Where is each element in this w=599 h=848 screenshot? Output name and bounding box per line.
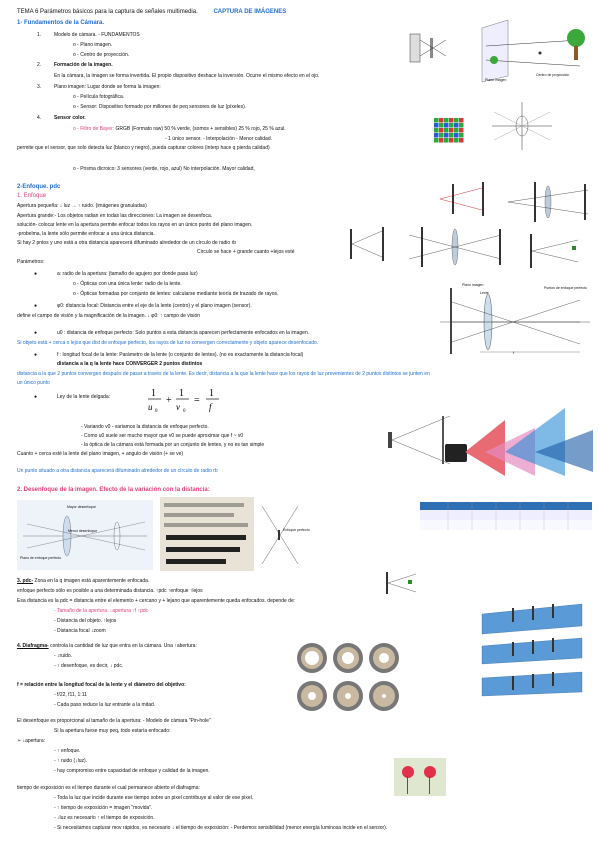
label-centro: Centro de proyección [536,73,570,77]
svg-text:0: 0 [155,409,158,414]
light-cones-figure [445,400,593,476]
exposure-1: - Toda la luz que incide durante ese tiempo sobre un pixel contribuye al valor de ese pixel. [54,795,254,801]
pinhole-svg [408,28,448,68]
bullet-2: ● [34,303,38,309]
item-3-a: o - Película fotográfica. [73,94,125,100]
bayer-cell [444,123,449,128]
sensor-svg [482,98,560,153]
apertura-3: - hay compromiso entre capacidad de enfoque y calidad de la imagen. [54,768,210,774]
svg-text:0: 0 [183,409,186,414]
bayer-cell [454,133,459,138]
bayer-cell [459,118,464,123]
aperture-hole [382,694,386,698]
diafragma-a2: - ↑ desenfoque, es decir, ↓ pdc. [54,663,124,669]
flower-photo-1 [394,758,446,796]
item-4-num: 4. [37,115,42,121]
params-label: Parámetros: [17,259,45,265]
section-2-sub: 1. Enfoque [17,193,47,199]
title-text: TEMA 6 Parámetros básicos para la captura de señales multimedia. [17,9,198,15]
s2-l1: Apertura pequeña: ↓ luz → ↑ ruido. (imágenes granuladas) [17,203,147,209]
param-phi0: φ0: distancia focal: Distancia entre el eje de la lente (centro) y el plano imagen (sensor). [57,303,252,309]
label-f: f [513,350,515,355]
section-2-heading: 2-Enfoque. pdc [17,184,61,190]
param-f-c: distancia a la que 2 puntos convergen después de pasar a través de la lente. Es decir, distancia a la que la lente hace que los rayos de luz provenientes de 2 puntos distintos se junten en [17,371,430,377]
param-f: f : longitud focal de la lente: Parámetro de la lente (o conjunto de lentes). (no es exactamente la distancia focal) [57,352,304,358]
bayer-cell [449,138,454,143]
item-2-text: En la cámara, la imagen se forma invertida. El propio dispositivo deshace la inversión. Ocurre el mismo efecto en el ojo. [54,73,320,79]
equation-svg [147,386,227,414]
label-enfoque-perfecto: Enfoque perfecto [283,528,310,532]
projection-svg [480,16,590,86]
item-3-label: Plano imagen: Lugar donde se forma la imagen: [54,84,161,90]
param-f-b: distancia a la q la lente hace CONVERGER 2 puntos distintos [57,361,203,367]
focus-fig-2 [504,180,592,225]
diafragma-heading-line [17,643,197,649]
sensor-figure [482,98,560,153]
param-a-1: o - Ópticas con una única lente: radio de la lente. [73,281,182,287]
bayer-cell [444,118,449,123]
section-3-heading: 2. Desenfoque de la imagen. Efecto de la variación con la distancia: [17,487,210,493]
svg-text:1: 1 [209,388,214,399]
focus-fig-2-svg [504,180,592,225]
focus-fig-4 [405,225,505,270]
page-title [17,9,286,16]
bayer-cell [439,118,444,123]
bayer-cell [439,123,444,128]
item-1-label: Modelo de cámara. - FUNDAMENTOS [54,32,140,38]
exposure-4: - Si necesitamos capturar mov rápidos, es necesario ↓ el tiempo de exposición: - Perdemos sensibilidad (menor energía luminosa incide en el sensor). [54,825,388,831]
lens-ray-figure [440,282,592,362]
label-lente: Lente [480,291,489,295]
bayer-cell [449,118,454,123]
s2-l6: Circulo se hace + grande cuanto +lejos esté [197,249,295,255]
f-ratio-2: - Cada paso reduce la luz entrante a la mitad. [54,702,156,708]
label-plano-enfoque: Plano de enfoque perfecto [20,556,62,560]
focus-fig-3 [340,225,395,263]
svg-text:1: 1 [179,388,184,399]
item-4-b: o - Prisma dicroico: 3 sensores (verde, rojo, azul) No interpolación. Mayor calidad, [73,166,255,172]
param-f-d: un único punto [17,380,50,386]
aperture-rings-svg [294,640,406,716]
bayer-cell [434,118,439,123]
aperture-hole [308,692,316,700]
pdc-l1: enfoque perfecto sólo es posible a una determinada distancia. ↑pdc ↑enfoque ↑lejos [17,588,203,594]
v1: - Variando v0 - variamos la distancia de enfoque perfecto. [81,424,209,430]
svg-text:1: 1 [151,388,156,399]
pdc-heading-rest: Zona en la q imagen está aparentemente enfocada. [34,578,150,584]
svg-text:v: v [176,402,180,412]
bayer-cell [439,128,444,133]
aperture-rings [294,640,406,716]
bayer-cell [454,118,459,123]
focus-fig-5 [520,232,582,270]
label-plano-imagen-2: Plano imagen [462,283,484,287]
item-3-num: 3. [37,84,42,90]
section-1-heading: 1- Fundamentos de la Cámara. [17,20,105,26]
diafragma-a1: - ↓ruido. [54,653,73,659]
svg-text:u: u [148,402,153,412]
aperture-hole [345,693,351,699]
item-4-a-mid: - 1 único sensor. - Interpolación - Menor calidad. [165,136,272,142]
focus-fig-5-svg [520,232,582,270]
pdc-l2: Esa distancia es la pdc = distancia entre el elemento + cercano y + lejano que aparentemente queda enfocados. depende de: [17,598,296,604]
item-3-b: o - Sensor: Dispositivo formado por millones de peq sensores de luz (píxeles). [73,104,247,110]
camera-rays-figure [378,410,453,470]
bayer-cell [434,128,439,133]
dof-svg [472,600,592,700]
pinhole-line-2: Si la apertura fuese muy peq, todo estaría enfocado: [54,728,171,734]
svg-text:+: + [166,395,172,406]
label-mayor-desenfoque: Mayor desenfoque [67,505,96,509]
bayer-cell [449,128,454,133]
bayer-cell [449,123,454,128]
bayer-cell [444,133,449,138]
exposure-3: - ↓luz es necesario ↑ el tiempo de exposición. [54,815,155,821]
param-u0: u0 : distancia de enfoque perfecto: Solo puntos a esta distancia aparecen perfectamente enfocados en la imagen. [57,330,310,336]
pdc-small-svg [378,568,420,598]
lens-ray-svg [440,282,592,362]
bayer-cell [434,138,439,143]
exposure-2: - ↑ tiempo de exposición = imagen "movida". [54,805,153,811]
v5: Un punto situado a otra distancia aparecerá difuminado alrededor de un círculo de radio rb [17,468,218,474]
bayer-svg [432,116,466,146]
focus-plane-diagram [258,500,312,570]
bayer-cell [444,128,449,133]
pinhole-line: El desenfoque es proporcional al tamaño de la apertura: - Modelo de cámara "Pin-hole" [17,718,211,724]
light-cones-svg [445,400,593,476]
v2: - Como u0 suele ser mucho mayor que v0 se puede aproximar que f ~ v0 [81,433,244,439]
aperture-table [420,502,592,530]
bayer-grid [432,116,466,146]
bullet-3: ● [34,330,38,336]
dof-diagrams [472,600,592,700]
bayer-cell [439,133,444,138]
pdc-heading-line [17,578,149,584]
bullet-5: ● [34,394,38,400]
focus-fig-1 [438,180,494,218]
pinhole-figure [408,28,448,68]
svg-text:f: f [209,402,212,412]
item-4-a [73,126,286,132]
bayer-cell [454,128,459,133]
s2-l3: solución- colocar lente en la apertura permite enfocar todos los rayos en un único punto del plano imagen. [17,222,253,228]
apertura-2: - ↑ ruido (↓luz). [54,758,88,764]
item-1-a: o - Plano imagen. [73,42,113,48]
bayer-cell [459,123,464,128]
lens-equation [147,386,227,417]
focus-plane-svg [258,500,312,570]
param-a-2: o - Ópticas formadas por conjunto de lentes: calcularse mediante teoría de trazado de rayos. [73,291,279,297]
exposure-heading: tiempo de exposición es el tiempo durante el cual permanece abierto el diafragma: [17,785,200,791]
f-ratio-1: - f/22, f11, 1:11 [54,692,87,698]
bayer-label: o - Filtro de Bayer: [73,126,115,132]
s2-l5: Si hay 2 pntos y uno está a otra distancia aparecerá difuminado alrededor de un círculo de radio rb [17,240,237,246]
focus-fig-3-svg [340,225,395,263]
projection-figure [480,16,590,86]
bayer-cell [459,133,464,138]
bayer-cell [449,133,454,138]
item-4-label: Sensor color. [54,115,86,121]
lens-law-label: Ley de la lente delgada: [57,394,111,400]
f-ratio-heading: f = relación entre la longitud focal de la lente y el diámetro del objetivo: [17,682,186,688]
bullet-4: ● [34,352,38,358]
bayer-cell [439,138,444,143]
bayer-cell [434,133,439,138]
focus-fig-4-svg [405,225,505,270]
pdc-d2: - Distancia del objeto. ↑lejos [54,618,117,624]
aperture-hole [305,651,319,665]
bullet-1: ● [34,271,38,277]
title-section: CAPTURA DE IMÁGENES [213,9,287,15]
bayer-cell [454,123,459,128]
s2-l2: Apertura grande:- Los objetos radian en todas las direcciones: La imagen se desenfoca. [17,213,213,219]
camera-rays-svg [378,410,453,470]
v3: - la óptica de la cámara está formada por un conjunto de lentes, y no es tan simple [81,442,265,448]
bayer-cell [459,138,464,143]
param-phi0-b: define el campo de visión y la magnificación de la imagen. ↓ φ0: ↑ campo de visión [17,313,201,319]
label-plano-imagen: Plano imagen [485,78,507,82]
flower-1-svg [394,758,446,796]
bayer-cell [454,138,459,143]
bayer-cell [459,128,464,133]
pdc-d1: - Tamaño de la apertura. ↓apertura ↑f ↑pdc [54,608,149,614]
apertura-line: ➢ ↓apertura: [17,738,46,744]
svg-text:=: = [194,395,200,406]
item-2-label: Formación de la imagen. [54,62,113,68]
item-1-num: 1. [37,32,42,38]
diafragma-heading-rest: controla la cantidad de luz que entra en la cámara. Una ↑abertura: [50,643,197,649]
bayer-rest: GRGB (Formato raw) 50 % verde, (somos + sensibles) 25 % rojo, 25 % azul. [115,126,286,132]
s2-l4: -probelma, la lente sólo permite enfocar a una única distancia. [17,231,155,237]
v4: Cuanto + cerca esté la lente del plano imagen, + angulo de visión (+ se ve) [17,451,184,457]
item-2-num: 2. [37,62,42,68]
bayer-cell [444,138,449,143]
blur-text-photo [160,497,254,571]
pdc-d3: - Distancia focal ↓zoom [54,628,106,634]
blur-text-svg [160,497,254,571]
pdc-small-fig [378,568,420,598]
diafragma-heading: 4. Diafragma- [17,643,49,649]
label-puntos-enfoque: Puntos de enfoque perfecto [544,286,588,290]
aperture-hole [379,653,389,663]
label-menor-desenfoque: Menor desenfoque [68,529,98,533]
item-4-a-end: permite que el sensor, que solo detecta luz (blanco y negro), pueda capturar colores (interp hace q pierda calidad) [17,145,270,151]
apertura-1: - ↑ enfoque. [54,748,81,754]
item-1-b: o - Centro de proyección. [73,52,130,58]
focus-fig-1-svg [438,180,494,218]
param-u0-b: Si objeto está + cerca o lejos que dist de enfoque perfecto, los rayos de luz no convergen correctamente y objeto aparece desenfocado. [17,340,319,346]
param-a: a: radio de la apertura: (tamaño de agujero por donde pasa luz) [57,271,198,277]
pdc-heading: 3. pdc- [17,578,34,584]
bayer-cell [434,123,439,128]
aperture-table-svg [420,502,592,530]
aperture-hole [342,652,354,664]
